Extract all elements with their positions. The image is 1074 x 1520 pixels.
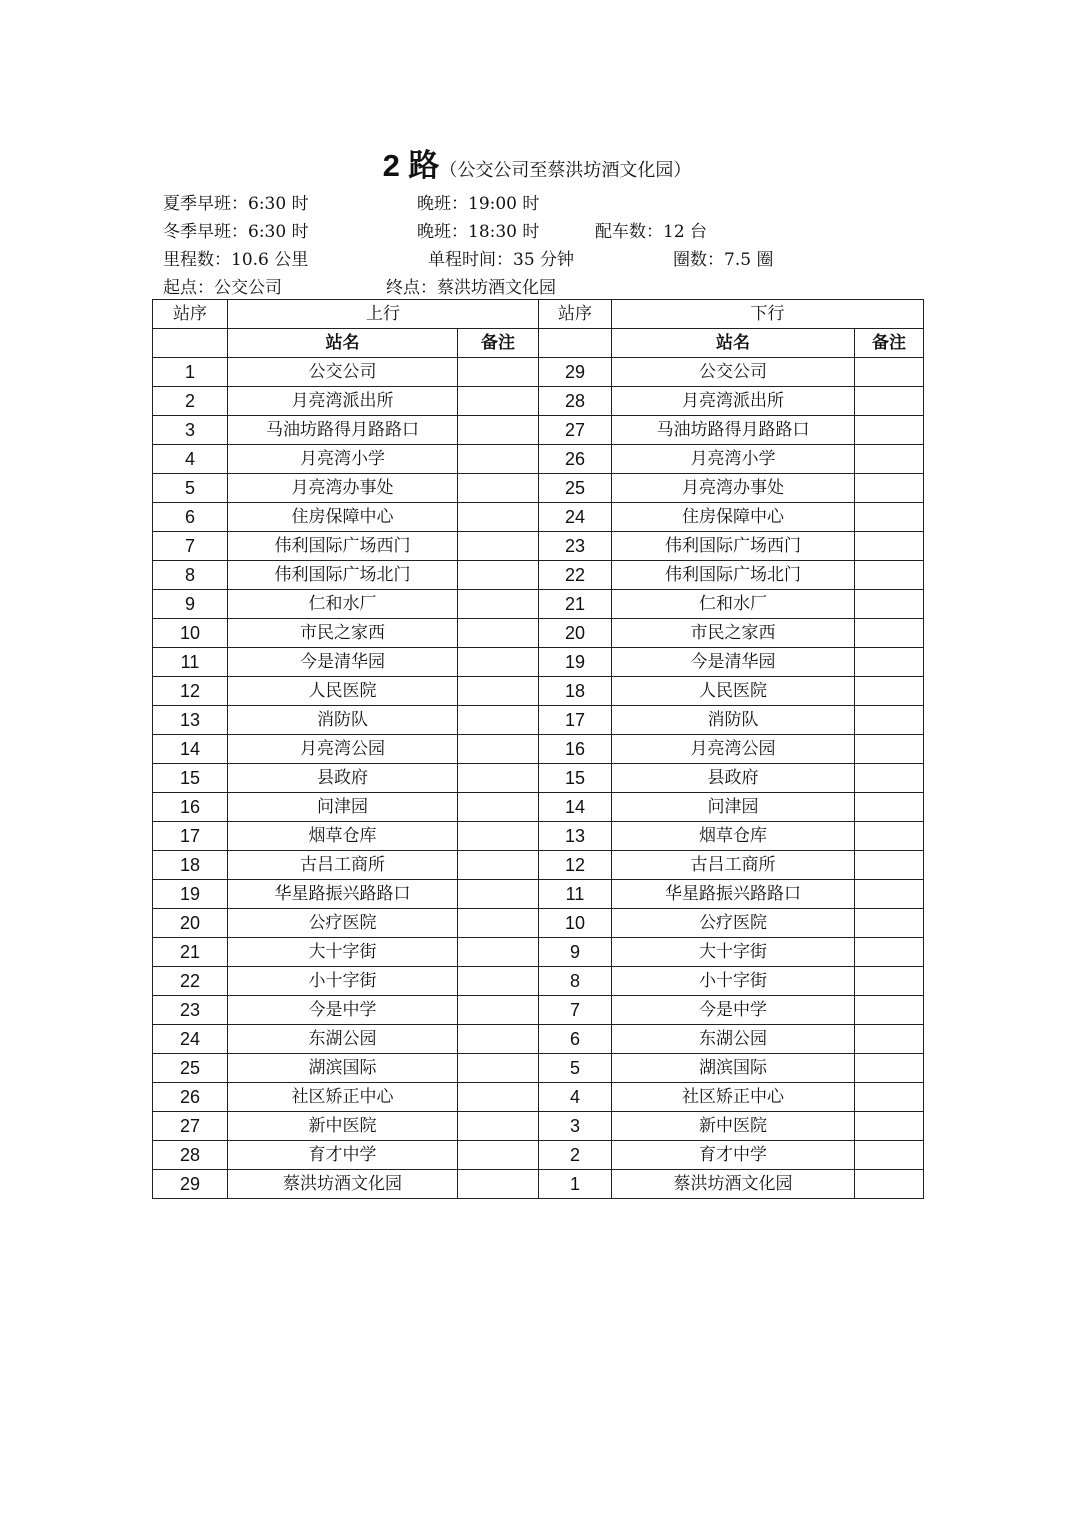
up-note [458, 358, 539, 387]
header-name-up: 站名 [228, 329, 458, 358]
table-row [153, 358, 924, 387]
up-note [458, 1170, 539, 1199]
up-note [458, 735, 539, 764]
down-stop-name: 社区矫正中心 [612, 1083, 855, 1112]
down-note [855, 967, 924, 996]
table-row [153, 532, 924, 561]
up-stop-name: 小十字街 [228, 967, 458, 996]
up-seq: 21 [153, 938, 228, 967]
down-seq: 27 [539, 416, 612, 445]
table-row [153, 851, 924, 880]
table-row [153, 416, 924, 445]
up-note [458, 764, 539, 793]
down-stop-name: 新中医院 [612, 1112, 855, 1141]
down-stop-name: 住房保障中心 [612, 503, 855, 532]
up-note [458, 938, 539, 967]
down-seq: 3 [539, 1112, 612, 1141]
down-note [855, 474, 924, 503]
down-stop-name: 伟利国际广场北门 [612, 561, 855, 590]
up-seq: 29 [153, 1170, 228, 1199]
down-seq: 11 [539, 880, 612, 909]
down-stop-name: 问津园 [612, 793, 855, 822]
table-row [153, 590, 924, 619]
down-seq: 9 [539, 938, 612, 967]
up-stop-name: 烟草仓库 [228, 822, 458, 851]
down-seq: 28 [539, 387, 612, 416]
header-seq-down: 站序 [539, 300, 612, 329]
down-stop-name: 公疗医院 [612, 909, 855, 938]
table-row [153, 648, 924, 677]
header-note-down: 备注 [855, 329, 924, 358]
down-note [855, 909, 924, 938]
up-seq: 6 [153, 503, 228, 532]
down-seq: 15 [539, 764, 612, 793]
up-note [458, 619, 539, 648]
up-seq: 24 [153, 1025, 228, 1054]
up-note [458, 822, 539, 851]
up-note [458, 445, 539, 474]
route-name: 2 路 [382, 148, 440, 183]
down-stop-name: 消防队 [612, 706, 855, 735]
down-note [855, 648, 924, 677]
up-note [458, 1054, 539, 1083]
down-stop-name: 马油坊路得月路路口 [612, 416, 855, 445]
header-row-2 [153, 329, 924, 358]
down-note [855, 822, 924, 851]
down-seq: 7 [539, 996, 612, 1025]
header-name-down: 站名 [612, 329, 855, 358]
up-stop-name: 伟利国际广场北门 [228, 561, 458, 590]
down-note [855, 996, 924, 1025]
down-note [855, 851, 924, 880]
up-note [458, 793, 539, 822]
down-note [855, 706, 924, 735]
header-note-up: 备注 [458, 329, 539, 358]
table-row [153, 1025, 924, 1054]
down-note [855, 1112, 924, 1141]
up-note [458, 851, 539, 880]
down-seq: 23 [539, 532, 612, 561]
down-seq: 21 [539, 590, 612, 619]
down-seq: 20 [539, 619, 612, 648]
stops-table [152, 299, 924, 1199]
down-seq: 10 [539, 909, 612, 938]
down-stop-name: 市民之家西 [612, 619, 855, 648]
up-seq: 13 [153, 706, 228, 735]
up-seq: 17 [153, 822, 228, 851]
down-seq: 8 [539, 967, 612, 996]
down-note [855, 619, 924, 648]
down-seq: 22 [539, 561, 612, 590]
up-seq: 27 [153, 1112, 228, 1141]
up-seq: 4 [153, 445, 228, 474]
up-stop-name: 问津园 [228, 793, 458, 822]
down-stop-name: 今是中学 [612, 996, 855, 1025]
down-stop-name: 大十字街 [612, 938, 855, 967]
up-stop-name: 华星路振兴路路口 [228, 880, 458, 909]
header-seq-up: 站序 [153, 300, 228, 329]
up-seq: 19 [153, 880, 228, 909]
up-note [458, 706, 539, 735]
table-row [153, 706, 924, 735]
end-point: 终点：蔡洪坊酒文化园 [386, 278, 556, 298]
up-stop-name: 月亮湾派出所 [228, 387, 458, 416]
up-note [458, 590, 539, 619]
start-point: 起点：公交公司 [163, 278, 282, 298]
up-note [458, 677, 539, 706]
down-stop-name: 月亮湾公园 [612, 735, 855, 764]
up-stop-name: 消防队 [228, 706, 458, 735]
down-note [855, 677, 924, 706]
down-seq: 2 [539, 1141, 612, 1170]
up-seq: 20 [153, 909, 228, 938]
down-seq: 5 [539, 1054, 612, 1083]
down-stop-name: 烟草仓库 [612, 822, 855, 851]
up-stop-name: 马油坊路得月路路口 [228, 416, 458, 445]
summer-late: 晚班：19:00 时 [417, 194, 540, 214]
down-stop-name: 月亮湾小学 [612, 445, 855, 474]
up-seq: 26 [153, 1083, 228, 1112]
table-row [153, 764, 924, 793]
up-stop-name: 仁和水厂 [228, 590, 458, 619]
header-up: 上行 [228, 300, 539, 329]
table-row [153, 1141, 924, 1170]
down-note [855, 503, 924, 532]
up-note [458, 416, 539, 445]
up-stop-name: 今是中学 [228, 996, 458, 1025]
table-row [153, 967, 924, 996]
up-stop-name: 湖滨国际 [228, 1054, 458, 1083]
up-stop-name: 大十字街 [228, 938, 458, 967]
up-stop-name: 古吕工商所 [228, 851, 458, 880]
down-note [855, 387, 924, 416]
down-stop-name: 小十字街 [612, 967, 855, 996]
up-stop-name: 月亮湾办事处 [228, 474, 458, 503]
up-note [458, 503, 539, 532]
up-note [458, 474, 539, 503]
up-seq: 2 [153, 387, 228, 416]
down-seq: 25 [539, 474, 612, 503]
down-stop-name: 伟利国际广场西门 [612, 532, 855, 561]
down-seq: 26 [539, 445, 612, 474]
up-stop-name: 社区矫正中心 [228, 1083, 458, 1112]
up-note [458, 387, 539, 416]
down-note [855, 590, 924, 619]
up-seq: 11 [153, 648, 228, 677]
down-note [855, 764, 924, 793]
winter-early: 冬季早班：6:30 时 [163, 222, 309, 242]
down-note [855, 416, 924, 445]
down-seq: 6 [539, 1025, 612, 1054]
up-stop-name: 月亮湾小学 [228, 445, 458, 474]
up-note [458, 1112, 539, 1141]
header-row-1 [153, 300, 924, 329]
down-seq: 13 [539, 822, 612, 851]
table-row [153, 909, 924, 938]
up-note [458, 880, 539, 909]
down-stop-name: 今是清华园 [612, 648, 855, 677]
table-row [153, 880, 924, 909]
table-row [153, 793, 924, 822]
down-note [855, 1141, 924, 1170]
up-seq: 10 [153, 619, 228, 648]
down-seq: 29 [539, 358, 612, 387]
down-note [855, 938, 924, 967]
lap-count: 圈数：7.5 圈 [673, 250, 774, 270]
up-note [458, 648, 539, 677]
table-row [153, 822, 924, 851]
up-seq: 1 [153, 358, 228, 387]
table-row [153, 445, 924, 474]
winter-late: 晚班：18:30 时 [417, 222, 540, 242]
table-row [153, 1170, 924, 1199]
down-stop-name: 月亮湾派出所 [612, 387, 855, 416]
up-seq: 3 [153, 416, 228, 445]
up-note [458, 996, 539, 1025]
down-stop-name: 仁和水厂 [612, 590, 855, 619]
up-stop-name: 县政府 [228, 764, 458, 793]
up-seq: 22 [153, 967, 228, 996]
up-seq: 12 [153, 677, 228, 706]
down-seq: 18 [539, 677, 612, 706]
up-seq: 23 [153, 996, 228, 1025]
down-stop-name: 华星路振兴路路口 [612, 880, 855, 909]
down-seq: 4 [539, 1083, 612, 1112]
down-seq: 19 [539, 648, 612, 677]
down-seq: 16 [539, 735, 612, 764]
header-blank-up [153, 329, 228, 358]
up-seq: 7 [153, 532, 228, 561]
down-note [855, 445, 924, 474]
down-seq: 17 [539, 706, 612, 735]
header-down: 下行 [612, 300, 924, 329]
down-note [855, 1054, 924, 1083]
up-stop-name: 伟利国际广场西门 [228, 532, 458, 561]
table-row [153, 735, 924, 764]
down-note [855, 532, 924, 561]
up-stop-name: 公疗医院 [228, 909, 458, 938]
up-stop-name: 月亮湾公园 [228, 735, 458, 764]
distance: 里程数：10.6 公里 [163, 250, 309, 270]
table-row [153, 619, 924, 648]
down-note [855, 1025, 924, 1054]
down-stop-name: 人民医院 [612, 677, 855, 706]
table-row [153, 1083, 924, 1112]
down-stop-name: 育才中学 [612, 1141, 855, 1170]
table-row [153, 1054, 924, 1083]
summer-early: 夏季早班：6:30 时 [163, 194, 309, 214]
up-seq: 18 [153, 851, 228, 880]
page-title [0, 140, 1074, 185]
up-note [458, 532, 539, 561]
down-seq: 14 [539, 793, 612, 822]
up-note [458, 1141, 539, 1170]
down-stop-name: 东湖公园 [612, 1025, 855, 1054]
table-row [153, 561, 924, 590]
vehicle-count: 配车数：12 台 [595, 222, 708, 242]
down-stop-name: 蔡洪坊酒文化园 [612, 1170, 855, 1199]
down-stop-name: 湖滨国际 [612, 1054, 855, 1083]
one-way-time: 单程时间：35 分钟 [428, 250, 575, 270]
up-stop-name: 今是清华园 [228, 648, 458, 677]
table-row [153, 938, 924, 967]
down-stop-name: 公交公司 [612, 358, 855, 387]
up-note [458, 909, 539, 938]
up-note [458, 561, 539, 590]
table-row [153, 1112, 924, 1141]
up-note [458, 967, 539, 996]
down-note [855, 1083, 924, 1112]
table-row [153, 474, 924, 503]
up-seq: 25 [153, 1054, 228, 1083]
up-note [458, 1025, 539, 1054]
down-note [855, 793, 924, 822]
down-stop-name: 月亮湾办事处 [612, 474, 855, 503]
down-seq: 12 [539, 851, 612, 880]
up-seq: 14 [153, 735, 228, 764]
header-blank-down [539, 329, 612, 358]
down-stop-name: 古吕工商所 [612, 851, 855, 880]
up-stop-name: 公交公司 [228, 358, 458, 387]
up-stop-name: 育才中学 [228, 1141, 458, 1170]
up-seq: 5 [153, 474, 228, 503]
table-row [153, 677, 924, 706]
table-row [153, 996, 924, 1025]
down-note [855, 880, 924, 909]
down-note [855, 561, 924, 590]
up-seq: 16 [153, 793, 228, 822]
up-seq: 28 [153, 1141, 228, 1170]
up-stop-name: 蔡洪坊酒文化园 [228, 1170, 458, 1199]
up-seq: 8 [153, 561, 228, 590]
up-stop-name: 住房保障中心 [228, 503, 458, 532]
up-stop-name: 新中医院 [228, 1112, 458, 1141]
table-row [153, 503, 924, 532]
up-seq: 9 [153, 590, 228, 619]
down-note [855, 358, 924, 387]
up-stop-name: 市民之家西 [228, 619, 458, 648]
route-subtitle: （公交公司至蔡洪坊酒文化园） [439, 160, 692, 181]
table-row [153, 387, 924, 416]
up-stop-name: 人民医院 [228, 677, 458, 706]
up-stop-name: 东湖公园 [228, 1025, 458, 1054]
down-seq: 24 [539, 503, 612, 532]
up-note [458, 1083, 539, 1112]
down-note [855, 1170, 924, 1199]
down-note [855, 735, 924, 764]
down-stop-name: 县政府 [612, 764, 855, 793]
down-seq: 1 [539, 1170, 612, 1199]
up-seq: 15 [153, 764, 228, 793]
